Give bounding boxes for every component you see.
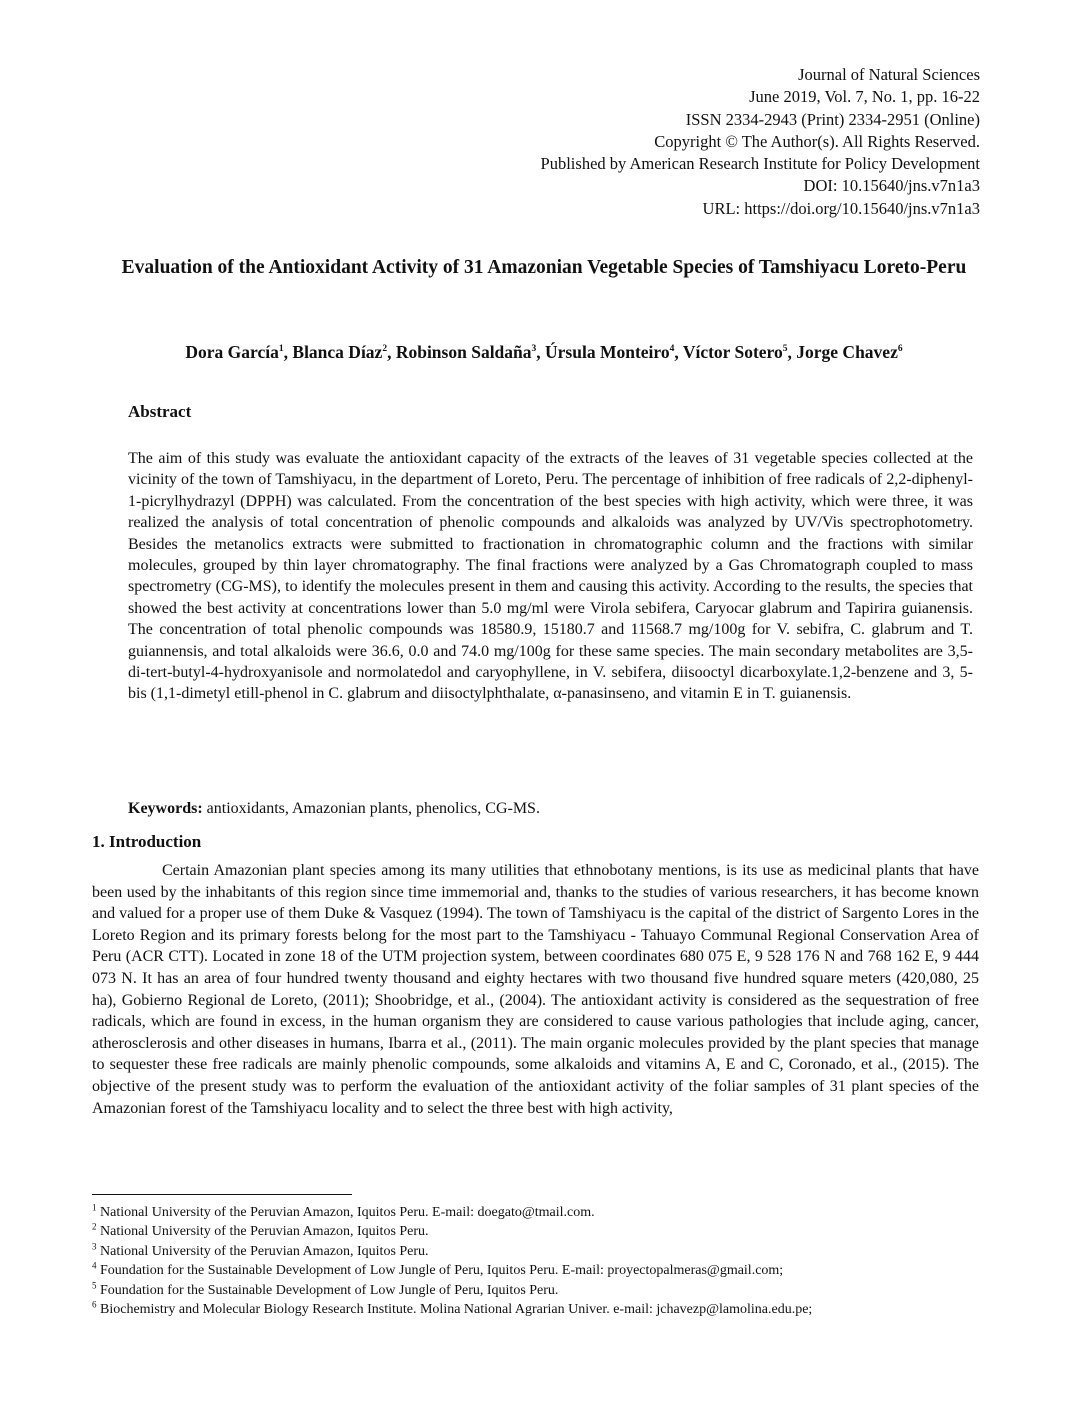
footnote-divider: [92, 1194, 352, 1195]
affiliation-mark: 3: [531, 344, 537, 355]
abstract-heading: Abstract: [128, 402, 192, 421]
keywords-text: antioxidants, Amazonian plants, phenolics, CG-MS.: [202, 800, 540, 817]
author: Robinson Saldaña$^3$,: [395, 342, 546, 362]
footnote: $^5$ Foundation for the Sustainable Development of Low Jungle of Peru, Iquitos Peru.: [92, 1279, 559, 1298]
publisher: Published by American Research Institute for Policy Development: [540, 154, 980, 174]
url[interactable]: URL: https://doi.org/10.15640/jns.v7n1a3: [702, 198, 980, 218]
issue-info: June 2019, Vol. 7, No. 1, pp. 16-22: [749, 87, 980, 107]
footnote: $^2$ National University of the Peruvian Amazon, Iquitos Peru.: [92, 1221, 429, 1240]
introduction-heading: 1. Introduction: [92, 832, 202, 851]
author-list: [90, 342, 998, 363]
footnote: $^6$ Biochemistry and Molecular Biology Research Institute. Molina National Agrarian Univer. e-mail: jchavezp@lamolina.edu.pe;: [92, 1299, 813, 1318]
affiliation-mark: 1: [278, 344, 284, 355]
introduction-text: Certain Amazonian plant species among its many utilities that ethnobotany mentions, is its use as medicinal plants that have been used by the inhabitants of this region since time immemorial and, thanks to the studies of various researchers, it has become known and valued for a proper use of them Duke & Vasquez (1994). The town of Tamshiyacu is the capital of the district of Sargento Lores in the Loreto Region and its primary forests belong for the most part to the Tamshiyacu - Tahuayo Communal Regional Conservation Area of Peru (ACR CTT). Located in zone 18 of the UTM projection system, between coordinates 680 075 E, 9 528 176 N and 768 162 E, 9 444 073 N. It has an area of four hundred twenty thousand and eighty hectares with two thousand five hundred square meters (420,080, 25 ha), Gobierno Regional de Loreto, (2011); Shoobridge, et al., (2004). The antioxidant activity is considered as the sequestration of free radicals, which are found in excess, in the human organism they are considered to cause various pathologies that include aging, cancer, atherosclerosis and other diseases in humans, Ibarra et al., (2011). The main organic molecules provided by the plant species that manage to sequester these free radicals are mainly phenolic compounds, some alkaloids and vitamins A, E and C, Coronado, et al., (2015). The objective of the present study was to perform the evaluation of the antioxidant activity of the foliar samples of 31 plant species of the Amazonian forest of the Tamshiyacu locality and to select the three best with high activity,: [92, 862, 979, 1117]
footnote: $^4$ Foundation for the Sustainable Development of Low Jungle of Peru, Iquitos Peru. E-mail: proyectopalmeras@gmail.com;: [92, 1260, 784, 1279]
author: Dora García$^1$,: [185, 342, 293, 362]
affiliation-mark: 5: [782, 344, 788, 355]
affiliation-mark: 6: [897, 344, 903, 355]
affiliation-mark: 2: [382, 344, 388, 355]
journal-header: [420, 64, 980, 220]
author: Úrsula Monteiro$^4$,: [545, 342, 683, 362]
issn: ISSN 2334-2943 (Print) 2334-2951 (Online): [685, 109, 980, 129]
footnote: $^1$ National University of the Peruvian Amazon, Iquitos Peru. E-mail: doegato@tmail.com.: [92, 1202, 595, 1220]
footnotes: [92, 1203, 992, 1319]
journal-name: Journal of Natural Sciences: [798, 65, 980, 84]
paper-title: Evaluation of the Antioxidant Activity of 31 Amazonian Vegetable Species of Tamshiyacu Loreto-Peru: [121, 257, 967, 278]
keywords-label: Keywords:: [128, 800, 203, 817]
affiliation-mark: 4: [669, 344, 675, 355]
keywords: [128, 800, 973, 818]
doi: DOI: 10.15640/jns.v7n1a3: [803, 176, 980, 196]
abstract-text: The aim of this study was evaluate the antioxidant capacity of the extracts of the leaves of 31 vegetable species collected at the vicinity of the town of Tamshiyacu, in the department of Loreto, Peru. The percentage of inhibition of free radicals of 2,2-diphenyl-1-picrylhydrazyl (DPPH) was calculated. From the concentration of the best species with high activity, which were three, it was realized the analysis of total concentration of phenolic compounds and alkaloids was analyzed by UV/Vis spectrophotometry. Besides the metanolics extracts were submitted to fractionation in chromatographic column and the fractions with similar molecules, grouped by thin layer chromatography. The final fractions were analyzed by a Gas Chromatograph coupled to mass spectrometry (CG-MS), to identify the molecules present in them and causing this activity. According to the results, the species that showed the best activity at concentrations lower than 5.0 mg/ml were Virola sebifera, Caryocar glabrum and Tapirira guianensis. The concentration of total phenolic compounds was 18580.9, 15180.7 and 11568.7 mg/100g for V. sebifra, C. glabrum and T. guiannensis, and total alkaloids were 36.6, 0.0 and 74.0 mg/100g for these same species. The main secondary metabolites are 3,5-di-tert-butyl-4-hydroxyanisole and normolatedol and caryophyllene, in V. sebifera, diisooctyl dicarboxylate.1,2-benzene and 3, 5-bis (1,1-dimetyl etill-phenol in C. glabrum and diisoctylphthalate, α-panasinseno, and vitamin E in T. guianensis.: [128, 450, 973, 703]
footnote: $^3$ National University of the Peruvian Amazon, Iquitos Peru.: [92, 1241, 429, 1259]
author: Víctor Sotero$^5$,: [682, 342, 797, 362]
author: Jorge Chavez$^6$: [796, 342, 903, 362]
copyright: Copyright © The Author(s). All Rights Reserved.: [654, 131, 980, 151]
author: Blanca Díaz$^2$,: [292, 342, 396, 362]
